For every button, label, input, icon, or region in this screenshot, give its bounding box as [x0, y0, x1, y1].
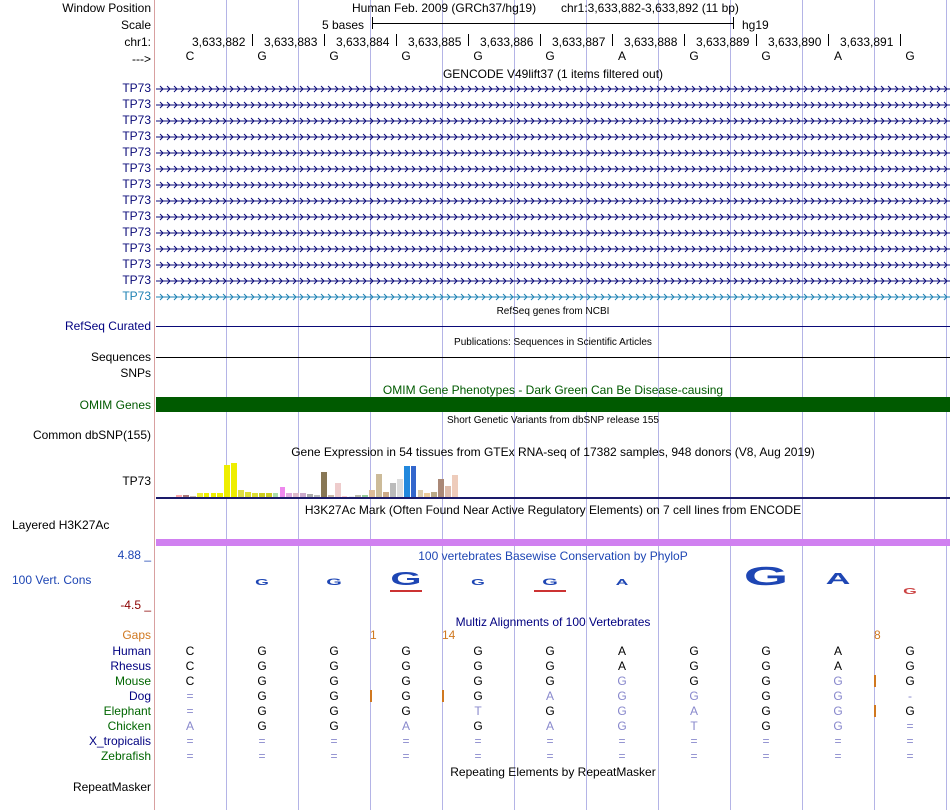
species-label[interactable]: Rhesus	[110, 659, 151, 673]
reference-base: C	[185, 49, 195, 63]
alignment-base: =	[690, 734, 698, 748]
gtex-bar[interactable]	[238, 490, 244, 497]
reference-base: G	[401, 49, 411, 63]
alignment-base: G	[617, 704, 627, 718]
alignment-base: G	[329, 704, 339, 718]
alignment-base: =	[402, 749, 410, 763]
alignment-base: G	[617, 689, 627, 703]
alignment-base: =	[186, 734, 194, 748]
gene-transcript[interactable]	[156, 179, 950, 189]
alignment-base: -	[908, 689, 912, 703]
coord-tick	[900, 34, 901, 46]
alignment-base: G	[761, 644, 771, 658]
alignment-base: =	[546, 734, 554, 748]
db-text: hg19	[742, 18, 769, 32]
alignment-base: G	[689, 689, 699, 703]
gtex-bar[interactable]	[445, 486, 451, 497]
gene-transcript[interactable]	[156, 115, 950, 125]
alignment-base: G	[329, 689, 339, 703]
phylop-letter[interactable]: G	[542, 576, 558, 587]
gene-row-label[interactable]: TP73	[122, 177, 151, 191]
alignment-base: C	[185, 644, 195, 658]
reference-base: A	[617, 49, 626, 63]
coord-label: 3,633,886	[480, 35, 534, 49]
alignment-base: A	[617, 644, 626, 658]
coord-label: 3,633,883	[264, 35, 318, 49]
alignment-base: G	[761, 704, 771, 718]
phylop-negative-mark	[534, 590, 566, 592]
coord-label: 3,633,888	[624, 35, 678, 49]
alignment-base: A	[833, 644, 842, 658]
gtex-bar[interactable]	[231, 463, 237, 497]
alignment-base: =	[762, 749, 770, 763]
species-label[interactable]: Zebrafish	[100, 749, 151, 763]
phylop-letter[interactable]: G	[903, 587, 917, 596]
species-label[interactable]: Mouse	[114, 674, 151, 688]
alignment-base: G	[257, 719, 267, 733]
strand-label: --->	[132, 52, 151, 66]
coord-label: 3,633,890	[768, 35, 822, 49]
coord-label: 3,633,884	[336, 35, 390, 49]
reference-base: G	[761, 49, 771, 63]
gtex-bar[interactable]	[280, 487, 286, 497]
alignment-base: G	[473, 689, 483, 703]
gene-transcript[interactable]	[156, 243, 950, 253]
alignment-base: G	[689, 674, 699, 688]
reference-base: G	[689, 49, 699, 63]
coord-tick	[756, 34, 757, 46]
alignment-base: G	[833, 674, 843, 688]
tracks-panel[interactable]	[156, 0, 950, 810]
alignment-base: T	[474, 704, 482, 718]
alignment-base: =	[762, 734, 770, 748]
alignment-base: G	[833, 719, 843, 733]
scale-text: 5 bases	[322, 18, 365, 32]
alignment-base: G	[905, 704, 915, 718]
alignment-base: G	[545, 659, 555, 673]
gene-transcript[interactable]	[156, 195, 950, 205]
pubs-title: Publications: Sequences in Scientific Articles	[454, 337, 652, 348]
coord-label: 3,633,882	[192, 35, 246, 49]
phylop-max-label: 4.88 _	[117, 548, 151, 562]
coord-tick	[396, 34, 397, 46]
gtex-bar[interactable]	[376, 474, 382, 497]
gencode-title: GENCODE V49lift37 (1 items filtered out)	[442, 67, 664, 81]
phylop-title: 100 vertebrates Basewise Conservation by PhyloP	[418, 549, 688, 563]
gtex-bar[interactable]	[404, 466, 410, 497]
alignment-base: G	[401, 689, 411, 703]
alignment-base: =	[330, 734, 338, 748]
coord-label: 3,633,889	[696, 35, 750, 49]
alignment-base: G	[401, 674, 411, 688]
alignment-base: C	[185, 659, 195, 673]
reference-base: G	[329, 49, 339, 63]
dbsnp-label[interactable]: Common dbSNP(155)	[32, 428, 151, 442]
gene-row-label[interactable]: TP73	[122, 161, 151, 175]
species-label[interactable]: Elephant	[103, 704, 151, 718]
coord-tick	[252, 34, 253, 46]
alignment-base: C	[185, 674, 195, 688]
alignment-base: =	[834, 734, 842, 748]
coord-label: 3,633,885	[408, 35, 462, 49]
alignment-base: =	[618, 749, 626, 763]
alignment-base: G	[761, 719, 771, 733]
alignment-base: G	[329, 719, 339, 733]
alignment-base: G	[401, 659, 411, 673]
alignment-base: =	[186, 749, 194, 763]
alignment-base: =	[474, 734, 482, 748]
gtex-bar[interactable]	[438, 479, 444, 497]
gtex-bar[interactable]	[390, 483, 396, 497]
gtex-bar[interactable]	[335, 483, 341, 497]
omim-label[interactable]: OMIM Genes	[79, 398, 151, 412]
pubs-line[interactable]	[156, 357, 950, 358]
alignment-base: =	[906, 749, 914, 763]
gene-row-label[interactable]: TP73	[122, 241, 151, 255]
gene-transcript[interactable]	[156, 147, 950, 157]
gene-row-label[interactable]: TP73	[122, 289, 151, 303]
alignment-base: T	[690, 719, 698, 733]
gene-transcript[interactable]	[156, 275, 950, 285]
alignment-base: G	[545, 674, 555, 688]
alignment-base: G	[905, 644, 915, 658]
alignment-base: =	[474, 749, 482, 763]
gtex-bar[interactable]	[418, 490, 424, 497]
alignment-base: G	[689, 644, 699, 658]
alignment-base: G	[689, 659, 699, 673]
alignment-base: =	[546, 749, 554, 763]
phylop-letter[interactable]: G	[390, 568, 422, 589]
alignment-base: G	[401, 704, 411, 718]
alignment-base: G	[545, 644, 555, 658]
species-label[interactable]: Dog	[128, 689, 151, 703]
gap-count: 1	[370, 628, 377, 642]
phylop-min-label: -4.5 _	[120, 598, 151, 612]
alignment-base: =	[330, 749, 338, 763]
alignment-base: =	[618, 734, 626, 748]
alignment-base: =	[834, 749, 842, 763]
alignment-base: =	[402, 734, 410, 748]
alignment-base: G	[257, 674, 267, 688]
species-label[interactable]: Chicken	[107, 719, 151, 733]
gene-row-label[interactable]: TP73	[122, 81, 151, 95]
alignment-base: A	[833, 659, 842, 673]
coord-tick	[540, 34, 541, 46]
insertion-marker	[874, 705, 876, 717]
position-text: chr1:3,633,882-3,633,892 (11 bp)	[561, 1, 739, 15]
alignment-base: G	[761, 659, 771, 673]
reference-base: G	[257, 49, 267, 63]
alignment-base: G	[905, 659, 915, 673]
gene-row-label[interactable]: TP73	[122, 129, 151, 143]
alignment-base: A	[545, 719, 554, 733]
alignment-base: A	[689, 704, 698, 718]
alignment-base: G	[833, 704, 843, 718]
phylop-letter[interactable]: A	[825, 570, 851, 588]
gtex-bar[interactable]	[369, 490, 375, 497]
gene-transcript[interactable]	[156, 99, 950, 109]
alignment-base: =	[906, 719, 914, 733]
coord-label: 3,633,887	[552, 35, 606, 49]
alignment-base: =	[186, 704, 194, 718]
gtex-baseline	[156, 497, 950, 499]
alignment-base: A	[545, 689, 554, 703]
gene-row-label[interactable]: TP73	[122, 257, 151, 271]
phylop-letter[interactable]: G	[255, 577, 269, 587]
alignment-base: =	[906, 734, 914, 748]
gtex-bar[interactable]	[411, 466, 417, 497]
alignment-base: G	[833, 689, 843, 703]
alignment-base: G	[473, 644, 483, 658]
alignment-base: G	[329, 659, 339, 673]
h3k27ac-bar[interactable]	[156, 539, 950, 546]
species-label[interactable]: Human	[112, 644, 151, 658]
alignment-base: =	[690, 749, 698, 763]
refseq-label[interactable]: RefSeq Curated	[64, 319, 151, 333]
reference-base: A	[833, 49, 842, 63]
gap-count: 14	[442, 628, 456, 642]
insertion-marker	[370, 690, 372, 702]
repeatmasker-label[interactable]: RepeatMasker	[72, 780, 151, 794]
species-label[interactable]: X_tropicalis	[88, 734, 151, 748]
phylop-letter[interactable]: G	[743, 560, 789, 591]
gtex-bar[interactable]	[452, 475, 458, 497]
track-labels-panel	[0, 0, 155, 810]
phylop-letter[interactable]: G	[326, 576, 342, 587]
alignment-base: G	[257, 704, 267, 718]
alignment-base: G	[545, 704, 555, 718]
multiz-title: Multiz Alignments of 100 Vertebrates	[455, 615, 651, 629]
gtex-label[interactable]: TP73	[122, 474, 151, 488]
coord-tick	[324, 34, 325, 46]
alignment-base: G	[257, 644, 267, 658]
gene-row-label[interactable]: TP73	[122, 273, 151, 287]
coord-tick	[828, 34, 829, 46]
omim-title: OMIM Gene Phenotypes - Dark Green Can Be Disease-causing	[382, 383, 724, 397]
alignment-base: A	[617, 659, 626, 673]
alignment-base: =	[186, 689, 194, 703]
alignment-base: G	[617, 719, 627, 733]
gene-transcript[interactable]	[156, 211, 950, 221]
alignment-base: A	[185, 719, 194, 733]
gene-row-label[interactable]: TP73	[122, 97, 151, 111]
gap-count: 8	[874, 628, 881, 642]
scale-label: Scale	[120, 18, 151, 32]
insertion-marker	[442, 690, 444, 702]
coord-label: 3,633,891	[840, 35, 894, 49]
repeat-title: Repeating Elements by RepeatMasker	[450, 765, 656, 779]
gene-transcript[interactable]	[156, 291, 950, 301]
alignment-base: G	[401, 644, 411, 658]
h3k27ac-label[interactable]: Layered H3K27Ac	[12, 518, 110, 532]
coord-tick	[612, 34, 613, 46]
h3k27ac-title: H3K27Ac Mark (Often Found Near Active Regulatory Elements) on 7 cell lines from ENCODE	[304, 503, 802, 517]
alignment-base: G	[905, 674, 915, 688]
omim-bar[interactable]	[156, 397, 950, 412]
alignment-base: G	[329, 674, 339, 688]
gene-row-label[interactable]: TP73	[122, 209, 151, 223]
gtex-barchart[interactable]	[156, 459, 536, 497]
gene-transcript[interactable]	[156, 227, 950, 237]
gene-row-label[interactable]: TP73	[122, 225, 151, 239]
phylop-letter[interactable]: G	[471, 577, 485, 587]
reference-base: G	[905, 49, 915, 63]
dbsnp-title: Short Genetic Variants from dbSNP release 155	[447, 415, 659, 426]
alignment-base: G	[257, 659, 267, 673]
alignment-base: G	[617, 674, 627, 688]
alignment-base: G	[257, 689, 267, 703]
sequences-label[interactable]: Sequences	[90, 350, 151, 364]
coord-tick	[468, 34, 469, 46]
gene-transcript[interactable]	[156, 259, 950, 269]
gene-row-label[interactable]: TP73	[122, 145, 151, 159]
alignment-base: G	[473, 719, 483, 733]
chrom-label: chr1:	[124, 35, 151, 49]
reference-base: G	[545, 49, 555, 63]
alignment-base: G	[761, 689, 771, 703]
scale-bar	[372, 23, 734, 24]
gtex-title: Gene Expression in 54 tissues from GTEx RNA-seq of 17382 samples, 948 donors (V8, Aug 2019)	[291, 445, 815, 459]
insertion-marker	[874, 675, 876, 687]
gene-row-label[interactable]: TP73	[122, 193, 151, 207]
phylop-label[interactable]: 100 Vert. Cons	[12, 573, 92, 587]
reference-base: G	[473, 49, 483, 63]
scale-bar-right-end	[733, 17, 734, 29]
coord-tick	[684, 34, 685, 46]
alignment-base: A	[401, 719, 410, 733]
phylop-letter[interactable]: A	[615, 577, 629, 587]
gtex-bar[interactable]	[397, 479, 403, 497]
refseq-title: RefSeq genes from NCBI	[496, 306, 610, 317]
alignment-base: =	[258, 749, 266, 763]
alignment-base: G	[473, 659, 483, 673]
alignment-base: =	[258, 734, 266, 748]
gene-transcript[interactable]	[156, 131, 950, 141]
gtex-bar[interactable]	[224, 465, 230, 497]
gaps-label: Gaps	[122, 628, 151, 642]
alignment-base: G	[473, 674, 483, 688]
gene-transcript[interactable]	[156, 163, 950, 173]
phylop-negative-mark	[390, 590, 422, 592]
window-position-label: Window Position	[62, 1, 151, 15]
refseq-line[interactable]	[156, 326, 950, 327]
gtex-bar[interactable]	[321, 472, 327, 497]
gene-row-label[interactable]: TP73	[122, 113, 151, 127]
gene-transcript[interactable]	[156, 83, 950, 93]
alignment-base: G	[761, 674, 771, 688]
assembly-text: Human Feb. 2009 (GRCh37/hg19)	[352, 1, 537, 15]
alignment-base: G	[329, 644, 339, 658]
snps-label[interactable]: SNPs	[120, 366, 151, 380]
scale-bar-left-end	[372, 17, 373, 29]
